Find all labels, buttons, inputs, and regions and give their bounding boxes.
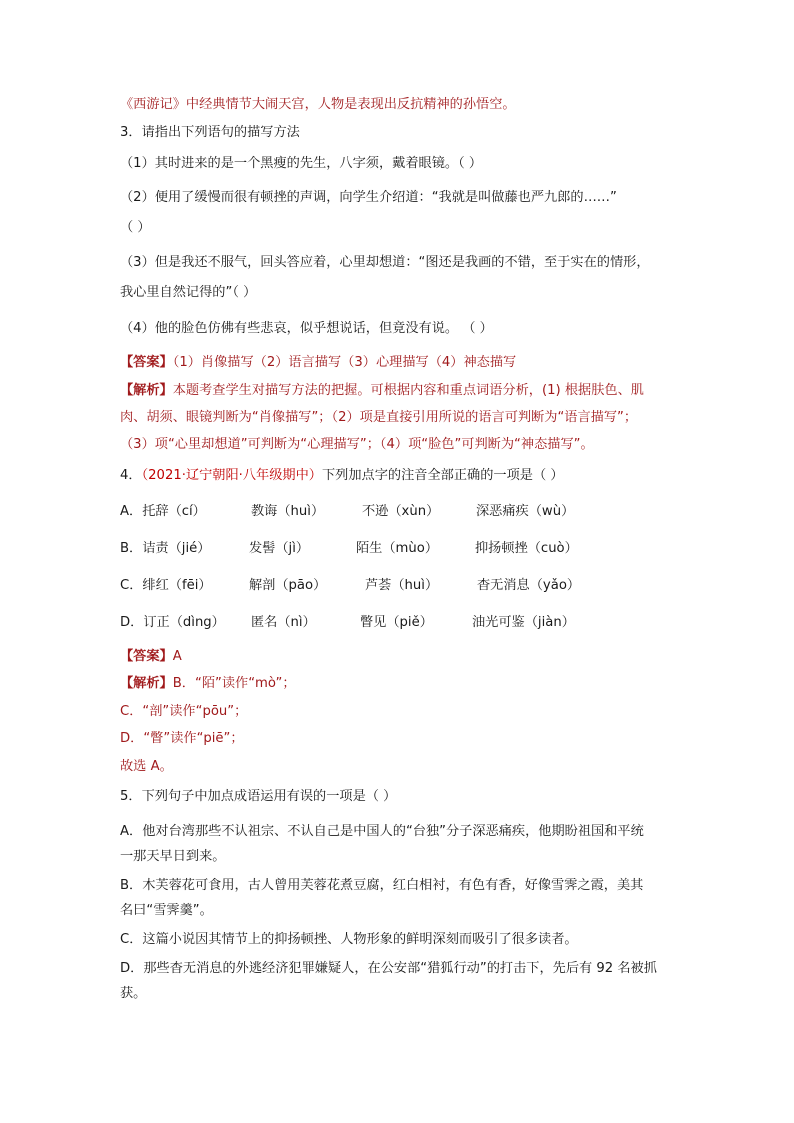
option-part: 芦荟（huì） bbox=[365, 578, 439, 593]
analysis-tag: 【解析】 bbox=[120, 383, 173, 398]
option-part: 匿名（nì） bbox=[251, 615, 316, 630]
q4-analysis-c: C．“剖”读作“pōu”； bbox=[120, 704, 248, 719]
option-part: A．托辞（cí） bbox=[120, 504, 206, 519]
answer-tag: 【答案】 bbox=[120, 649, 173, 664]
q2-analysis-tail: 《西游记》中经典情节大闹天宫，人物是表现出反抗精神的孙悟空。 bbox=[120, 97, 516, 112]
option-part: 发髻（jì） bbox=[249, 541, 310, 556]
answer-text: A bbox=[172, 649, 182, 664]
option-part: 教诲（huì） bbox=[251, 504, 325, 519]
q4-conclusion: 故选 A。 bbox=[120, 759, 173, 774]
q5-option-b: B．木芙蓉花可食用，古人曾用芙蓉花煮豆腐，红白相衬，有色有香，好像雪霁之霞，美其 bbox=[120, 878, 644, 893]
q5-option-b-cont: 名曰“雪霁羹”。 bbox=[120, 903, 213, 918]
option-part: 抑扬顿挫（cuò） bbox=[475, 541, 578, 556]
q4-option-d bbox=[120, 614, 680, 632]
q3-item-3-cont: 我心里自然记得的”（ ） bbox=[120, 285, 257, 300]
answer-tag: 【答案】 bbox=[120, 355, 173, 370]
q3-analysis-line-2: 肉、胡须、眼镜判断为“肖像描写”；（2）项是直接引用所说的语言可判断为“语言描写”； bbox=[120, 410, 638, 425]
q4-option-a bbox=[120, 503, 680, 521]
q5-option-a: A．他对台湾那些不认祖宗、不认自己是中国人的“台独”分子深恶痛疾，他期盼祖国和平统 bbox=[120, 824, 644, 839]
option-part: 油光可鉴（jiàn） bbox=[472, 615, 575, 630]
q4-analysis-b bbox=[120, 675, 296, 693]
q3-stem: 3．请指出下列语句的描写方法 bbox=[120, 125, 300, 140]
analysis-text: 本题考查学生对描写方法的把握。可根据内容和重点词语分析，(1) 根据肤色、肌 bbox=[172, 383, 644, 398]
option-part: 不逊（xùn） bbox=[362, 504, 440, 519]
q5-option-a-cont: 一那天早日到来。 bbox=[120, 849, 226, 864]
analysis-tag: 【解析】 bbox=[120, 676, 173, 691]
q5-option-d: D．那些杳无消息的外逃经济犯罪嫌疑人，在公安部“猎狐行动”的打击下，先后有 92 名被抓 bbox=[120, 961, 657, 976]
q5-option-d-cont: 获。 bbox=[120, 986, 147, 1001]
option-part: D．订正（dìng） bbox=[120, 615, 225, 630]
q3-analysis-line-3: （3）项“心里却想道”可判断为“心理描写”；（4）项“脸色”可判断为“神态描写”。 bbox=[120, 437, 594, 452]
option-part: C．绯红（fēi） bbox=[120, 578, 212, 593]
q3-item-1: （1）其时进来的是一个黑瘦的先生，八字须，戴着眼镜。（ ） bbox=[120, 156, 483, 171]
q4-stem bbox=[120, 467, 564, 485]
q4-answer bbox=[120, 648, 182, 666]
q3-item-2-blank: （ ） bbox=[120, 220, 151, 235]
q4-number: 4． bbox=[120, 468, 142, 483]
q4-analysis-d: D．“瞥”读作“piē”； bbox=[120, 731, 244, 746]
q4-option-c bbox=[120, 577, 680, 595]
analysis-text: B．“陌”读作“mò”； bbox=[172, 676, 296, 691]
q3-item-2: （2）便用了缓慢而很有顿挫的声调，向学生介绍道：“我就是叫做藤也严九郎的……” bbox=[120, 190, 617, 205]
option-part: 陌生（mùo） bbox=[356, 541, 439, 556]
option-part: 深恶痛疾（wù） bbox=[476, 504, 575, 519]
q4-option-b bbox=[120, 540, 680, 558]
option-part: 瞥见（piě） bbox=[360, 615, 433, 630]
q5-stem: 5．下列句子中加点成语运用有误的一项是（ ） bbox=[120, 789, 397, 804]
q3-item-3: （3）但是我还不服气，回头答应着，心里却想道：“图还是我画的不错，至于实在的情形， bbox=[120, 255, 650, 270]
option-part: B．诘责（jié） bbox=[120, 541, 211, 556]
option-part: 杳无消息（yǎo） bbox=[477, 578, 581, 593]
q3-answer bbox=[120, 354, 516, 372]
q5-option-c: C．这篇小说因其情节上的抑扬顿挫、人物形象的鲜明深刻而吸引了很多读者。 bbox=[120, 932, 578, 947]
q3-analysis-line-1 bbox=[120, 382, 644, 400]
q3-item-4: （4）他的脸色仿佛有些悲哀，似乎想说话，但竟没有说。 （ ） bbox=[120, 321, 493, 336]
answer-text: （1）肖像描写（2）语言描写（3）心理描写（4）神态描写 bbox=[172, 355, 517, 370]
q4-source: （2021·辽宁朝阳·八年级期中） bbox=[141, 468, 322, 483]
q4-question: 下列加点字的注音全部正确的一项是（ ） bbox=[322, 468, 564, 483]
option-part: 解剖（pāo） bbox=[249, 578, 327, 593]
